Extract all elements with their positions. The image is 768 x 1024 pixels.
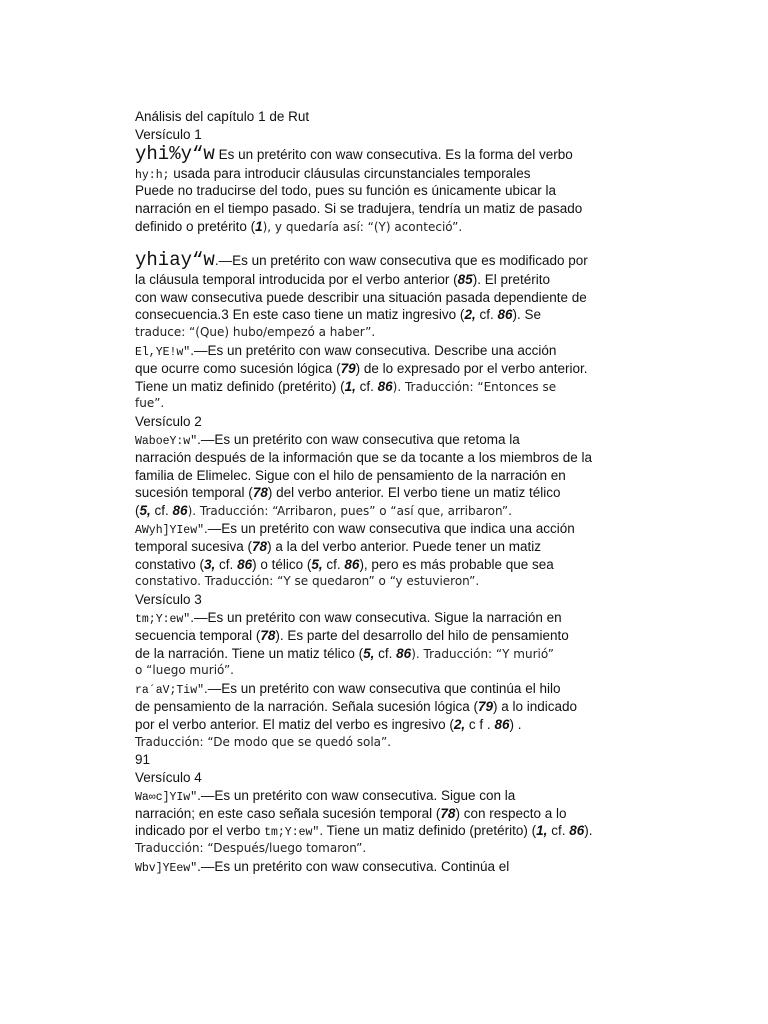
reference-number: 1, [344, 378, 356, 394]
verse-heading-1: Versículo 1 [135, 126, 202, 142]
hebrew-word: ra´aV;Tiw″ [135, 684, 205, 698]
translation-line: traduce: “(Que) hubo/empezó a haber”. [135, 325, 376, 340]
paragraph-line: AWyh]YIew″.—Es un pretérito con waw consecutiva que indica una acción [135, 520, 575, 537]
translation-line: constativo. Traducción: “Y se quedaron” o “y estuvieron”. [135, 574, 480, 589]
hebrew-word: El,YE!w″ [135, 345, 191, 359]
paragraph-line: temporal sucesiva (78) a la del verbo anterior. Puede tener un matiz [135, 538, 541, 554]
reference-number: 2, [464, 307, 476, 323]
reference-number: 86 [497, 307, 513, 323]
paragraph-line: tm;Y:ew″.—Es un pretérito con waw consecutiva. Sigue la narración en [135, 609, 562, 626]
verse-heading-3: Versículo 3 [135, 592, 202, 608]
reference-number: 5, [363, 645, 375, 661]
hebrew-word: tm;Y:ew″ [135, 612, 191, 626]
paragraph-line: con waw consecutiva puede describir una situación pasada dependiente de [135, 289, 587, 305]
paragraph-line: secuencia temporal (78). Es parte del desarrollo del hilo de pensamiento [135, 627, 569, 643]
reference-number: 78 [252, 485, 268, 501]
hebrew-word: WaboeY:w″ [135, 434, 198, 448]
document-title: Análisis del capítulo 1 de Rut [135, 109, 310, 124]
paragraph-line: indicado por el verbo tm;Y:ew″. Tiene un matiz definido (pretérito) (1, cf. 86). [135, 823, 593, 840]
paragraph-line: definido o pretérito (1), y quedaría así: “(Y) aconteció”. [135, 218, 463, 234]
reference-number: 79 [477, 698, 493, 714]
paragraph-line: Wbv]YEew″.—Es un pretérito con waw consecutiva. Continúa el [135, 859, 510, 876]
hebrew-word: yhi%y“w [135, 142, 215, 165]
reference-number: 86 [396, 645, 412, 661]
paragraph-line: la cláusula temporal introducida por el verbo anterior (85). El pretérito [135, 271, 550, 287]
reference-number: 79 [340, 360, 356, 376]
verse-heading-2: Versículo 2 [135, 414, 202, 430]
verse-heading-4: Versículo 4 [135, 770, 202, 786]
reference-number: 78 [440, 805, 456, 821]
paragraph-line: consecuencia.3 En este caso tiene un matiz ingresivo (2, cf. 86). Se [135, 307, 542, 323]
paragraph-line: hy:h; usada para introducir cláusulas circunstanciales temporales [135, 165, 531, 182]
translation-line: o “luego murió”. [135, 663, 234, 678]
reference-number: 1, [536, 823, 548, 839]
reference-number: 86 [172, 503, 188, 519]
reference-number: 2, [453, 716, 466, 732]
paragraph-line: Puede no traducirse del todo, pues su función es únicamente ubicar la [135, 183, 557, 199]
paragraph-line: (5, cf. 86). Traducción: “Arribaron, pues” o “así que, arribaron”. [135, 503, 512, 519]
paragraph-line: yhiay“w.—Es un pretérito con waw consecutiva que es modificado por [135, 248, 588, 271]
paragraph-line: familia de Elimelec. Sigue con el hilo de pensamiento de la narración en [135, 467, 566, 483]
reference-number: 5, [311, 556, 323, 572]
paragraph-line: Wa∞c]YIw″.—Es un pretérito con waw consecutiva. Sigue con la [135, 787, 516, 804]
paragraph-line: narración; en este caso señala sucesión temporal (78) con respecto a lo [135, 805, 567, 821]
reference-number: 85 [457, 271, 473, 287]
reference-number: 1 [255, 218, 263, 234]
document-body [135, 108, 755, 876]
reference-number: 78 [260, 627, 276, 643]
reference-number: 86 [494, 716, 510, 732]
hebrew-word: Wa∞c]YIw″ [135, 790, 198, 804]
paragraph-line: Tiene un matiz definido (pretérito) (1, cf. 86). Traducción: “Entonces se [135, 378, 557, 394]
spacer [135, 236, 755, 250]
paragraph-line: narración en el tiempo pasado. Si se tradujera, tendría un matiz de pasado [135, 201, 583, 217]
hebrew-word: AWyh]YIew″ [135, 523, 205, 537]
reference-number: 5, [139, 503, 151, 519]
hebrew-word: Wbv]YEew″ [135, 862, 198, 876]
paragraph-line: El,YE!w″.—Es un pretérito con waw consecutiva. Describe una acción [135, 342, 557, 359]
paragraph-line: de la narración. Tiene un matiz télico (5, cf. 86). Traducción: “Y murió” [135, 645, 554, 661]
translation-line: fue”. [135, 396, 165, 411]
paragraph-line: narración después de la información que se da tocante a los miembros de la [135, 449, 593, 465]
reference-number: 86 [569, 823, 585, 839]
paragraph-line: constativo (3, cf. 86) o télico (5, cf. 86), pero es más probable que sea [135, 556, 554, 572]
paragraph-line: por el verbo anterior. El matiz del verbo es ingresivo (2, c f . 86) . [135, 716, 522, 732]
reference-number: 86 [237, 556, 253, 572]
reference-number: 3, [204, 556, 216, 572]
paragraph-line: de pensamiento de la narración. Señala sucesión lógica (79) a lo indicado [135, 698, 578, 714]
page-number: 91 [135, 752, 151, 768]
reference-number: 78 [252, 538, 268, 554]
paragraph-line: sucesión temporal (78) del verbo anterior. El verbo tiene un matiz télico [135, 485, 561, 501]
paragraph-line: que ocurre como sucesión lógica (79) de lo expresado por el verbo anterior. [135, 360, 588, 376]
paragraph-line: WaboeY:w″.—Es un pretérito con waw consecutiva que retoma la [135, 431, 520, 448]
hebrew-word: yhiay“w [135, 248, 215, 271]
translation-line: Traducción: “Después/luego tomaron”. [135, 841, 367, 856]
hebrew-word: tm;Y:ew″ [264, 826, 320, 840]
hebrew-word: hy:h; [135, 168, 170, 182]
paragraph-line: ra´aV;Tiw″.—Es un pretérito con waw consecutiva que continúa el hilo [135, 681, 561, 698]
reference-number: 86 [344, 556, 360, 572]
translation-line: Traducción: “De modo que se quedó sola”. [135, 734, 392, 749]
reference-number: 86 [377, 378, 393, 394]
paragraph-line: yhi%y“w Es un pretérito con waw consecutiva. Es la forma del verbo [135, 142, 573, 165]
